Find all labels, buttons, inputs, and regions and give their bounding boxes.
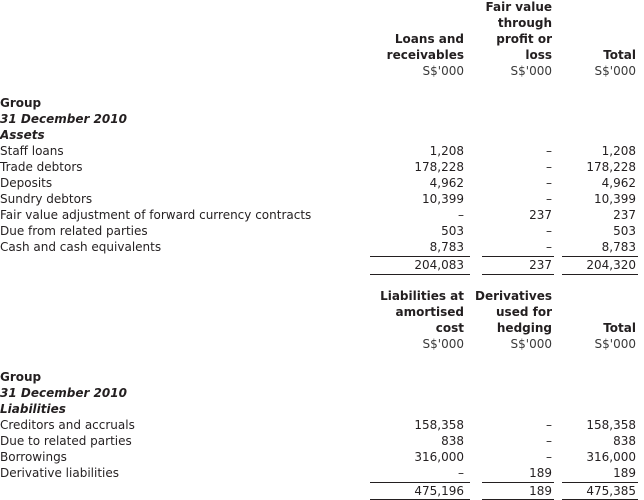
cell-loans: 503 xyxy=(441,224,464,238)
header-line: Fair value xyxy=(485,0,552,14)
cell-total: 838 xyxy=(613,434,636,448)
cell-fair-value: – xyxy=(546,224,552,238)
row-label: Fair value adjustment of forward currency contracts xyxy=(0,208,312,222)
header-liabilities-amortised xyxy=(376,288,464,352)
header-loans-receivables xyxy=(376,31,464,79)
cell-fair-value: – xyxy=(546,240,552,254)
total-rule xyxy=(370,274,470,275)
header-line: Total xyxy=(603,48,636,62)
row-label: Trade debtors xyxy=(0,160,83,174)
row-label: Sundry debtors xyxy=(0,192,93,206)
table-row xyxy=(0,417,644,433)
header-unit: S$'000 xyxy=(422,337,464,351)
header-unit: S$'000 xyxy=(510,337,552,351)
cell-total: 503 xyxy=(613,224,636,238)
header-line: Total xyxy=(603,321,636,335)
row-label: Due to related parties xyxy=(0,434,132,448)
header-unit: S$'000 xyxy=(510,64,552,78)
date-label: 31 December 2010 xyxy=(0,386,127,400)
row-label: Derivative liabilities xyxy=(0,466,119,480)
cell-amortised: 316,000 xyxy=(414,450,464,464)
table-row xyxy=(0,223,644,239)
cell-amortised: – xyxy=(458,466,464,480)
cell-total: 1,208 xyxy=(601,144,636,158)
header-total xyxy=(560,47,636,79)
section-date xyxy=(0,111,644,127)
total-total: 475,385 xyxy=(586,484,636,498)
cell-total: 189 xyxy=(613,466,636,480)
cell-total: 316,000 xyxy=(586,450,636,464)
cell-total: 10,399 xyxy=(594,192,636,206)
table-row xyxy=(0,465,644,481)
total-total: 204,320 xyxy=(586,258,636,272)
cell-loans: 10,399 xyxy=(422,192,464,206)
header-line: through xyxy=(497,16,552,30)
row-label: Borrowings xyxy=(0,450,67,464)
section-date xyxy=(0,385,644,401)
section-heading xyxy=(0,401,644,417)
total-amortised: 475,196 xyxy=(414,484,464,498)
total-loans: 204,083 xyxy=(414,258,464,272)
header-line: amortised xyxy=(395,305,464,319)
table-row xyxy=(0,207,644,223)
header-line: Derivatives xyxy=(474,289,552,303)
header-line: receivables xyxy=(386,48,464,62)
table-row xyxy=(0,191,644,207)
cell-total: 4,962 xyxy=(601,176,636,190)
total-rule xyxy=(482,274,554,275)
header-line: cost xyxy=(435,321,464,335)
cell-derivatives: – xyxy=(546,434,552,448)
cell-fair-value: – xyxy=(546,176,552,190)
total-fair-value: 237 xyxy=(529,258,552,272)
header-line: profit or xyxy=(496,32,552,46)
header-line: Loans and xyxy=(394,32,464,46)
header-unit: S$'000 xyxy=(422,64,464,78)
cell-total: 158,358 xyxy=(586,418,636,432)
table-row xyxy=(0,449,644,465)
cell-fair-value: – xyxy=(546,160,552,174)
cell-fair-value: – xyxy=(546,144,552,158)
liabilities-heading: Liabilities xyxy=(0,402,66,416)
cell-total: 8,783 xyxy=(601,240,636,254)
header-line: hedging xyxy=(496,321,552,335)
assets-heading: Assets xyxy=(0,128,45,142)
header-total xyxy=(560,320,636,352)
cell-total: 178,228 xyxy=(586,160,636,174)
cell-derivatives: – xyxy=(546,418,552,432)
total-rule xyxy=(562,274,638,275)
section-group-title xyxy=(0,369,644,385)
cell-derivatives: – xyxy=(546,450,552,464)
header-derivatives-hedging xyxy=(470,288,552,352)
cell-loans: 8,783 xyxy=(429,240,464,254)
cell-amortised: 838 xyxy=(441,434,464,448)
header-fair-value xyxy=(470,0,552,79)
row-label: Cash and cash equivalents xyxy=(0,240,162,254)
cell-fair-value: – xyxy=(546,192,552,206)
date-label: 31 December 2010 xyxy=(0,112,127,126)
cell-loans: 178,228 xyxy=(414,160,464,174)
group-label: Group xyxy=(0,96,42,110)
group-label: Group xyxy=(0,370,42,384)
total-row xyxy=(0,483,644,499)
cell-loans: – xyxy=(458,208,464,222)
section-group-title xyxy=(0,95,644,111)
cell-loans: 1,208 xyxy=(429,144,464,158)
row-label: Deposits xyxy=(0,176,53,190)
table-row xyxy=(0,143,644,159)
table-row xyxy=(0,239,644,255)
table-row xyxy=(0,175,644,191)
row-label: Staff loans xyxy=(0,144,64,158)
section-heading xyxy=(0,127,644,143)
header-unit: S$'000 xyxy=(594,337,636,351)
cell-fair-value: 237 xyxy=(529,208,552,222)
header-line: used for xyxy=(496,305,552,319)
header-line: Liabilities at xyxy=(380,289,464,303)
table-row xyxy=(0,159,644,175)
row-label: Due from related parties xyxy=(0,224,148,238)
cell-loans: 4,962 xyxy=(429,176,464,190)
total-row xyxy=(0,257,644,273)
total-derivatives: 189 xyxy=(529,484,552,498)
cell-amortised: 158,358 xyxy=(414,418,464,432)
table-row xyxy=(0,433,644,449)
header-unit: S$'000 xyxy=(594,64,636,78)
cell-derivatives: 189 xyxy=(529,466,552,480)
row-label: Creditors and accruals xyxy=(0,418,135,432)
cell-total: 237 xyxy=(613,208,636,222)
header-line: loss xyxy=(525,48,552,62)
